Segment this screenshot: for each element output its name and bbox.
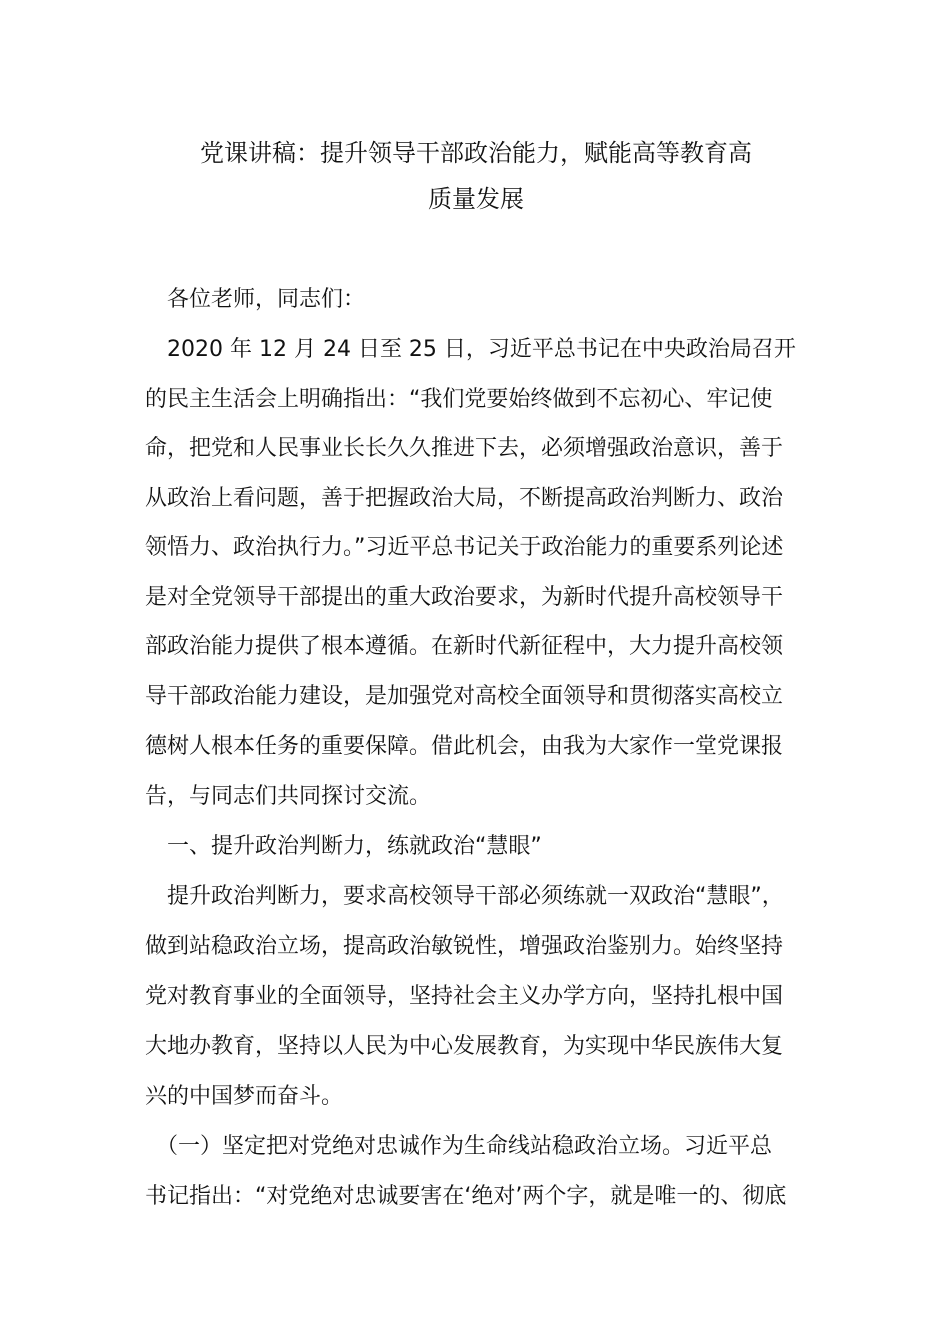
section-heading: 一、提升政治判断力，练就政治“慧眼” xyxy=(145,834,542,859)
body-line: 兴的中国梦而奋斗。 xyxy=(145,1084,344,1109)
body-line: 大地办教育，坚持以人民为中心发展教育，为实现中华民族伟大复 xyxy=(145,1034,784,1059)
body-line: 做到站稳政治立场，提高政治敏锐性，增强政治鉴别力。始终坚持 xyxy=(145,934,784,959)
body-line: 从政治上看问题，善于把握政治大局，不断提高政治判断力、政治 xyxy=(145,486,784,511)
body-line: 部政治能力提供了根本遵循。在新时代新征程中，大力提升高校领 xyxy=(145,634,784,659)
body-line: 党对教育事业的全面领导，坚持社会主义办学方向，坚持扎根中国 xyxy=(145,984,784,1009)
document-title xyxy=(145,130,807,222)
body-line: 领悟力、政治执行力。”习近平总书记关于政治能力的重要系列论述 xyxy=(145,535,784,560)
body-line: 是对全党领导干部提出的重大政治要求，为新时代提升高校领导干 xyxy=(145,585,784,610)
salutation-line: 各位老师，同志们： xyxy=(145,287,366,312)
body-line: 的民主生活会上明确指出：“我们党要始终做到不忘初心、牢记使 xyxy=(145,387,773,412)
body-line: 提升政治判断力，要求高校领导干部必须练就一双政治“慧眼”， xyxy=(145,884,784,909)
body-line: 德树人根本任务的重要保障。借此机会，由我为大家作一堂党课报 xyxy=(145,734,784,759)
title-line-1: 党课讲稿：提升领导干部政治能力，赋能高等教育高 xyxy=(200,139,752,167)
body-line: 书记指出：“对党绝对忠诚要害在‘绝对’两个字，就是唯一的、彻底 xyxy=(145,1184,787,1209)
body-line: 命，把党和人民事业长长久久推进下去，必须增强政治意识，善于 xyxy=(145,436,784,461)
body-line: 告，与同志们共同探讨交流。 xyxy=(145,784,432,809)
body-line: 导干部政治能力建设，是加强党对高校全面领导和贯彻落实高校立 xyxy=(145,684,784,709)
body-line: 2020 年 12 月 24 日至 25 日，习近平总书记在中央政治局召开 xyxy=(145,337,796,362)
title-line-2: 质量发展 xyxy=(428,185,524,213)
subsection-line: （一）坚定把对党绝对忠诚作为生命线站稳政治立场。习近平总 xyxy=(145,1134,773,1159)
